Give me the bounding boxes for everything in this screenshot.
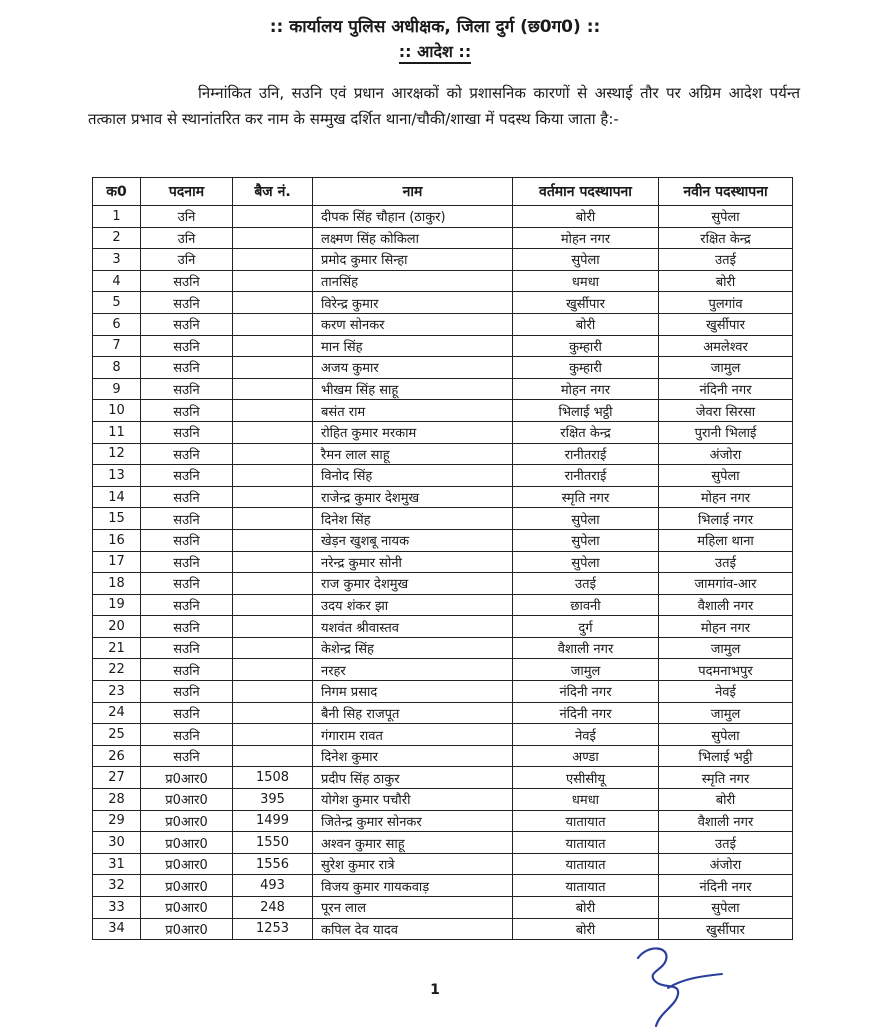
- cell-name: अश्वन कुमार साहू: [313, 832, 513, 854]
- table-row: [93, 227, 793, 249]
- cell-badge: [233, 594, 313, 616]
- cell-rank: सउनि: [141, 594, 233, 616]
- cell-rank: सउनि: [141, 335, 233, 357]
- cell-current-posting: मोहन नगर: [513, 378, 659, 400]
- cell-name: राज कुमार देशमुख: [313, 573, 513, 595]
- cell-name: करण सोनकर: [313, 313, 513, 335]
- cell-name: बसंत राम: [313, 400, 513, 422]
- cell-current-posting: अण्डा: [513, 745, 659, 767]
- table-row: [93, 529, 793, 551]
- table-row: [93, 292, 793, 314]
- cell-sno: 31: [93, 853, 141, 875]
- cell-name: विरेन्द्र कुमार: [313, 292, 513, 314]
- cell-new-posting: मोहन नगर: [659, 616, 793, 638]
- cell-badge: [233, 681, 313, 703]
- cell-badge: [233, 465, 313, 487]
- cell-name: विनोद सिंह: [313, 465, 513, 487]
- cell-new-posting: पदमनाभपुर: [659, 659, 793, 681]
- cell-sno: 26: [93, 745, 141, 767]
- cell-name: प्रदीप सिंह ठाकुर: [313, 767, 513, 789]
- table-row: [93, 443, 793, 465]
- table-row: [93, 853, 793, 875]
- cell-rank: उनि: [141, 227, 233, 249]
- cell-badge: [233, 292, 313, 314]
- header-new-posting: नवीन पदस्थापना: [659, 178, 793, 206]
- cell-sno: 6: [93, 313, 141, 335]
- cell-new-posting: स्मृति नगर: [659, 767, 793, 789]
- cell-rank: सउनि: [141, 551, 233, 573]
- table-row: [93, 335, 793, 357]
- transfer-table: [92, 177, 793, 940]
- cell-badge: [233, 508, 313, 530]
- cell-badge: [233, 313, 313, 335]
- cell-badge: [233, 551, 313, 573]
- table-row: [93, 702, 793, 724]
- cell-name: विजय कुमार गायकवाड़: [313, 875, 513, 897]
- cell-sno: 13: [93, 465, 141, 487]
- cell-current-posting: बोरी: [513, 206, 659, 228]
- cell-name: प्रमोद कुमार सिन्हा: [313, 249, 513, 271]
- cell-new-posting: जामुल: [659, 702, 793, 724]
- table-row: [93, 681, 793, 703]
- cell-current-posting: स्मृति नगर: [513, 486, 659, 508]
- cell-badge: 248: [233, 897, 313, 919]
- cell-sno: 16: [93, 529, 141, 551]
- header-sno: क0: [93, 178, 141, 206]
- cell-sno: 20: [93, 616, 141, 638]
- cell-new-posting: खुर्सीपार: [659, 313, 793, 335]
- cell-new-posting: उतई: [659, 551, 793, 573]
- cell-rank: सउनि: [141, 421, 233, 443]
- cell-new-posting: जामुल: [659, 637, 793, 659]
- cell-new-posting: अंजोरा: [659, 443, 793, 465]
- cell-badge: [233, 659, 313, 681]
- cell-current-posting: यातायात: [513, 853, 659, 875]
- cell-name: बैनी सिह राजपूत: [313, 702, 513, 724]
- cell-name: भीखम सिंह साहू: [313, 378, 513, 400]
- cell-new-posting: वैशाली नगर: [659, 594, 793, 616]
- cell-name: अजय कुमार: [313, 357, 513, 379]
- table-row: [93, 206, 793, 228]
- cell-badge: 1253: [233, 918, 313, 940]
- cell-rank: प्र0आर0: [141, 853, 233, 875]
- cell-badge: [233, 378, 313, 400]
- cell-new-posting: नंदिनी नगर: [659, 875, 793, 897]
- cell-badge: [233, 486, 313, 508]
- table-header-row: [93, 178, 793, 206]
- cell-new-posting: उतई: [659, 249, 793, 271]
- cell-badge: [233, 421, 313, 443]
- cell-sno: 5: [93, 292, 141, 314]
- cell-rank: सउनि: [141, 702, 233, 724]
- cell-name: रोहित कुमार मरकाम: [313, 421, 513, 443]
- cell-sno: 25: [93, 724, 141, 746]
- cell-badge: 493: [233, 875, 313, 897]
- cell-name: लक्ष्मण सिंह कोकिला: [313, 227, 513, 249]
- cell-sno: 21: [93, 637, 141, 659]
- table-row: [93, 789, 793, 811]
- cell-sno: 2: [93, 227, 141, 249]
- cell-rank: सउनि: [141, 745, 233, 767]
- cell-badge: [233, 573, 313, 595]
- cell-current-posting: खुर्सीपार: [513, 292, 659, 314]
- page-number: 1: [430, 982, 440, 998]
- cell-badge: [233, 529, 313, 551]
- cell-new-posting: जेवरा सिरसा: [659, 400, 793, 422]
- office-title: :: कार्यालय पुलिस अधीक्षक, जिला दुर्ग (छ0ग0) ::: [269, 17, 601, 37]
- cell-current-posting: वैशाली नगर: [513, 637, 659, 659]
- cell-badge: [233, 702, 313, 724]
- cell-badge: [233, 227, 313, 249]
- cell-badge: 1556: [233, 853, 313, 875]
- cell-rank: सउनि: [141, 270, 233, 292]
- cell-new-posting: सुपेला: [659, 724, 793, 746]
- cell-new-posting: भिलाई नगर: [659, 508, 793, 530]
- cell-current-posting: यातायात: [513, 810, 659, 832]
- cell-name: उदय शंकर झा: [313, 594, 513, 616]
- cell-sno: 27: [93, 767, 141, 789]
- cell-sno: 19: [93, 594, 141, 616]
- table-row: [93, 313, 793, 335]
- cell-badge: [233, 443, 313, 465]
- table-row: [93, 378, 793, 400]
- cell-name: रैमन लाल साहू: [313, 443, 513, 465]
- header-current-posting: वर्तमान पदस्थापना: [513, 178, 659, 206]
- cell-current-posting: एसीसीयू: [513, 767, 659, 789]
- cell-name: गंगाराम रावत: [313, 724, 513, 746]
- cell-new-posting: उतई: [659, 832, 793, 854]
- cell-rank: सउनि: [141, 529, 233, 551]
- cell-name: यशवंत श्रीवास्तव: [313, 616, 513, 638]
- cell-rank: सउनि: [141, 400, 233, 422]
- cell-new-posting: सुपेला: [659, 206, 793, 228]
- cell-sno: 32: [93, 875, 141, 897]
- table-row: [93, 616, 793, 638]
- cell-new-posting: बोरी: [659, 270, 793, 292]
- cell-current-posting: मोहन नगर: [513, 227, 659, 249]
- intro-paragraph: निम्नांकित उनि, सउनि एवं प्रधान आरक्षकों को प्रशासनिक कारणों से अस्थाई तौर पर अग्रिम आदेश पर्यन्त तत्काल प्रभाव से स्थानांतरित कर नाम के सम्मुख दर्शित थाना/चौकी/शाखा में पदस्थ किया जाता है:-: [88, 84, 800, 128]
- cell-sno: 3: [93, 249, 141, 271]
- cell-new-posting: भिलाई भट्ठी: [659, 745, 793, 767]
- cell-rank: सउनि: [141, 724, 233, 746]
- table-row: [93, 551, 793, 573]
- cell-sno: 22: [93, 659, 141, 681]
- cell-current-posting: बोरी: [513, 918, 659, 940]
- cell-new-posting: अमलेश्वर: [659, 335, 793, 357]
- cell-badge: [233, 270, 313, 292]
- cell-sno: 23: [93, 681, 141, 703]
- cell-badge: [233, 249, 313, 271]
- cell-sno: 29: [93, 810, 141, 832]
- cell-name: मान सिंह: [313, 335, 513, 357]
- cell-badge: [233, 637, 313, 659]
- cell-badge: [233, 745, 313, 767]
- cell-current-posting: धमधा: [513, 270, 659, 292]
- table-row: [93, 875, 793, 897]
- cell-name: तानसिंह: [313, 270, 513, 292]
- order-heading: :: आदेश ::: [0, 40, 870, 62]
- cell-sno: 30: [93, 832, 141, 854]
- cell-new-posting: जामुल: [659, 357, 793, 379]
- cell-current-posting: नेवई: [513, 724, 659, 746]
- cell-badge: [233, 724, 313, 746]
- table-row: [93, 357, 793, 379]
- table-row: [93, 745, 793, 767]
- cell-name: जितेन्द्र कुमार सोनकर: [313, 810, 513, 832]
- table-row: [93, 249, 793, 271]
- cell-rank: सउनि: [141, 357, 233, 379]
- cell-name: दिनेश सिंह: [313, 508, 513, 530]
- table-row: [93, 897, 793, 919]
- cell-rank: प्र0आर0: [141, 810, 233, 832]
- cell-new-posting: बोरी: [659, 789, 793, 811]
- cell-current-posting: रक्षित केन्द्र: [513, 421, 659, 443]
- cell-name: कपिल देव यादव: [313, 918, 513, 940]
- cell-current-posting: यातायात: [513, 832, 659, 854]
- header-name: नाम: [313, 178, 513, 206]
- cell-rank: सउनि: [141, 637, 233, 659]
- cell-rank: प्र0आर0: [141, 918, 233, 940]
- cell-rank: सउनि: [141, 616, 233, 638]
- table-row: [93, 486, 793, 508]
- cell-name: दिनेश कुमार: [313, 745, 513, 767]
- header-badge: बैज नं.: [233, 178, 313, 206]
- cell-new-posting: सुपेला: [659, 465, 793, 487]
- cell-rank: सउनि: [141, 508, 233, 530]
- cell-rank: सउनि: [141, 378, 233, 400]
- cell-current-posting: रानीतराई: [513, 465, 659, 487]
- cell-name: दीपक सिंह चौहान (ठाकुर): [313, 206, 513, 228]
- cell-name: खेड़न खुशबू नायक: [313, 529, 513, 551]
- cell-current-posting: सुपेला: [513, 508, 659, 530]
- table-row: [93, 659, 793, 681]
- cell-sno: 18: [93, 573, 141, 595]
- cell-badge: 1550: [233, 832, 313, 854]
- cell-new-posting: मोहन नगर: [659, 486, 793, 508]
- cell-new-posting: पुलगांव: [659, 292, 793, 314]
- cell-current-posting: कुम्हारी: [513, 335, 659, 357]
- cell-rank: उनि: [141, 249, 233, 271]
- table-row: [93, 270, 793, 292]
- cell-rank: प्र0आर0: [141, 897, 233, 919]
- cell-name: नरेन्द्र कुमार सोनी: [313, 551, 513, 573]
- cell-sno: 15: [93, 508, 141, 530]
- cell-badge: [233, 357, 313, 379]
- cell-current-posting: बोरी: [513, 897, 659, 919]
- cell-name: योगेश कुमार पचौरी: [313, 789, 513, 811]
- cell-badge: 1508: [233, 767, 313, 789]
- cell-sno: 14: [93, 486, 141, 508]
- cell-current-posting: उतई: [513, 573, 659, 595]
- cell-rank: सउनि: [141, 681, 233, 703]
- cell-current-posting: यातायात: [513, 875, 659, 897]
- cell-name: केशेन्द्र सिंह: [313, 637, 513, 659]
- cell-rank: उनि: [141, 206, 233, 228]
- cell-sno: 34: [93, 918, 141, 940]
- cell-rank: सउनि: [141, 573, 233, 595]
- cell-new-posting: जामगांव-आर: [659, 573, 793, 595]
- cell-rank: प्र0आर0: [141, 767, 233, 789]
- table-row: [93, 637, 793, 659]
- cell-rank: प्र0आर0: [141, 875, 233, 897]
- cell-rank: सउनि: [141, 486, 233, 508]
- cell-rank: प्र0आर0: [141, 789, 233, 811]
- table-row: [93, 724, 793, 746]
- cell-rank: सउनि: [141, 443, 233, 465]
- cell-name: सुरेश कुमार रात्रे: [313, 853, 513, 875]
- cell-sno: 12: [93, 443, 141, 465]
- cell-current-posting: रानीतराई: [513, 443, 659, 465]
- cell-rank: प्र0आर0: [141, 832, 233, 854]
- cell-badge: 1499: [233, 810, 313, 832]
- cell-sno: 1: [93, 206, 141, 228]
- cell-sno: 33: [93, 897, 141, 919]
- table-row: [93, 594, 793, 616]
- table-row: [93, 400, 793, 422]
- cell-current-posting: जामुल: [513, 659, 659, 681]
- cell-badge: 395: [233, 789, 313, 811]
- cell-rank: सउनि: [141, 292, 233, 314]
- cell-name: निगम प्रसाद: [313, 681, 513, 703]
- cell-current-posting: सुपेला: [513, 551, 659, 573]
- cell-current-posting: भिलाई भट्ठी: [513, 400, 659, 422]
- cell-new-posting: पुरानी भिलाई: [659, 421, 793, 443]
- table-row: [93, 421, 793, 443]
- cell-name: राजेन्द्र कुमार देशमुख: [313, 486, 513, 508]
- cell-sno: 10: [93, 400, 141, 422]
- table-row: [93, 810, 793, 832]
- cell-current-posting: बोरी: [513, 313, 659, 335]
- cell-current-posting: कुम्हारी: [513, 357, 659, 379]
- cell-current-posting: धमधा: [513, 789, 659, 811]
- cell-new-posting: सुपेला: [659, 897, 793, 919]
- cell-current-posting: दुर्ग: [513, 616, 659, 638]
- cell-name: पूरन लाल: [313, 897, 513, 919]
- cell-badge: [233, 400, 313, 422]
- cell-current-posting: नंदिनी नगर: [513, 681, 659, 703]
- table-row: [93, 573, 793, 595]
- table-row: [93, 508, 793, 530]
- cell-sno: 11: [93, 421, 141, 443]
- cell-new-posting: वैशाली नगर: [659, 810, 793, 832]
- cell-new-posting: खुर्सीपार: [659, 918, 793, 940]
- cell-new-posting: नंदिनी नगर: [659, 378, 793, 400]
- cell-sno: 7: [93, 335, 141, 357]
- cell-rank: सउनि: [141, 313, 233, 335]
- cell-rank: सउनि: [141, 465, 233, 487]
- cell-sno: 8: [93, 357, 141, 379]
- table-row: [93, 465, 793, 487]
- cell-current-posting: सुपेला: [513, 529, 659, 551]
- cell-sno: 24: [93, 702, 141, 724]
- cell-name: नरहर: [313, 659, 513, 681]
- table-row: [93, 767, 793, 789]
- signature-icon: [618, 930, 728, 1030]
- cell-sno: 4: [93, 270, 141, 292]
- cell-new-posting: महिला थाना: [659, 529, 793, 551]
- cell-current-posting: सुपेला: [513, 249, 659, 271]
- cell-current-posting: छावनी: [513, 594, 659, 616]
- cell-badge: [233, 335, 313, 357]
- cell-sno: 28: [93, 789, 141, 811]
- cell-new-posting: अंजोरा: [659, 853, 793, 875]
- cell-rank: सउनि: [141, 659, 233, 681]
- table-row: [93, 832, 793, 854]
- cell-new-posting: रक्षित केन्द्र: [659, 227, 793, 249]
- cell-sno: 17: [93, 551, 141, 573]
- cell-badge: [233, 206, 313, 228]
- cell-current-posting: नंदिनी नगर: [513, 702, 659, 724]
- header-rank: पदनाम: [141, 178, 233, 206]
- cell-new-posting: नेवई: [659, 681, 793, 703]
- cell-sno: 9: [93, 378, 141, 400]
- cell-badge: [233, 616, 313, 638]
